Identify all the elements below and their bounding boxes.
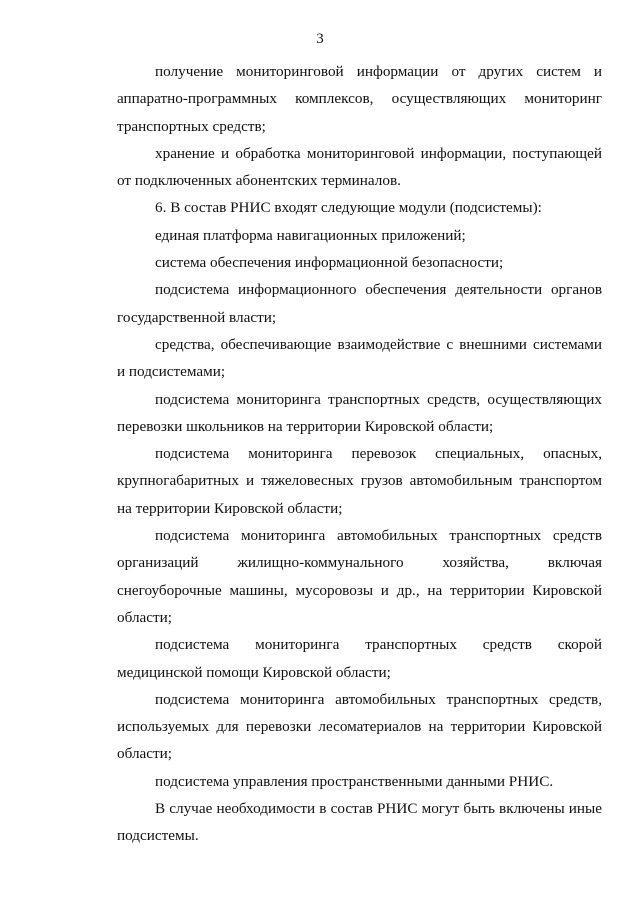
- document-body: [117, 58, 602, 850]
- paragraph-monitoring-info-receipt: получение мониторинговой информации от других систем и аппаратно-программных комплексов, осуществляющих мониторинг транспортных средств;: [117, 63, 602, 135]
- paragraph-special-cargo: подсистема мониторинга перевозок специальных, опасных, крупногабаритных и тяжеловесных грузов автомобильным транспортом на территории Кировской области;: [117, 445, 602, 517]
- paragraph-gov-support: подсистема информационного обеспечения деятельности органов государственной власти;: [117, 281, 602, 326]
- paragraph-external-interaction: средства, обеспечивающие взаимодействие с внешними системами и подсистемами;: [117, 335, 602, 381]
- paragraph-storage-processing: хранение и обработка мониторинговой информации, поступающей от подключенных абонентских терминалов.: [117, 144, 602, 190]
- paragraph-info-security: система обеспечения информационной безопасности;: [155, 254, 504, 272]
- paragraph-spatial-data: подсистема управления пространственными данными РНИС.: [155, 772, 554, 790]
- paragraph-communal-vehicles: подсистема мониторинга автомобильных транспортных средств организаций жилищно-коммунального хозяйства, включая снегоуборочные машины, мусоровозы и др., на территории Кировской области;: [117, 527, 602, 626]
- paragraph-school-transport: подсистема мониторинга транспортных средств, осуществляющих перевозки школьников на территории Кировской области;: [117, 390, 602, 435]
- paragraph-timber-transport: подсистема мониторинга автомобильных транспортных средств, используемых для перевозки лесоматериалов на территории Кировской области;: [117, 690, 602, 763]
- paragraph-unified-platform: единая платформа навигационных приложений;: [155, 226, 466, 244]
- paragraph-other-subsystems: В случае необходимости в состав РНИС могут быть включены иные подсистемы.: [117, 800, 602, 845]
- page-number: 3: [316, 31, 324, 47]
- paragraph-ambulance: подсистема мониторинга транспортных средств скорой медицинской помощи Кировской области;: [117, 636, 602, 681]
- paragraph-section-6-heading: 6. В состав РНИС входят следующие модули (подсистемы):: [155, 199, 542, 217]
